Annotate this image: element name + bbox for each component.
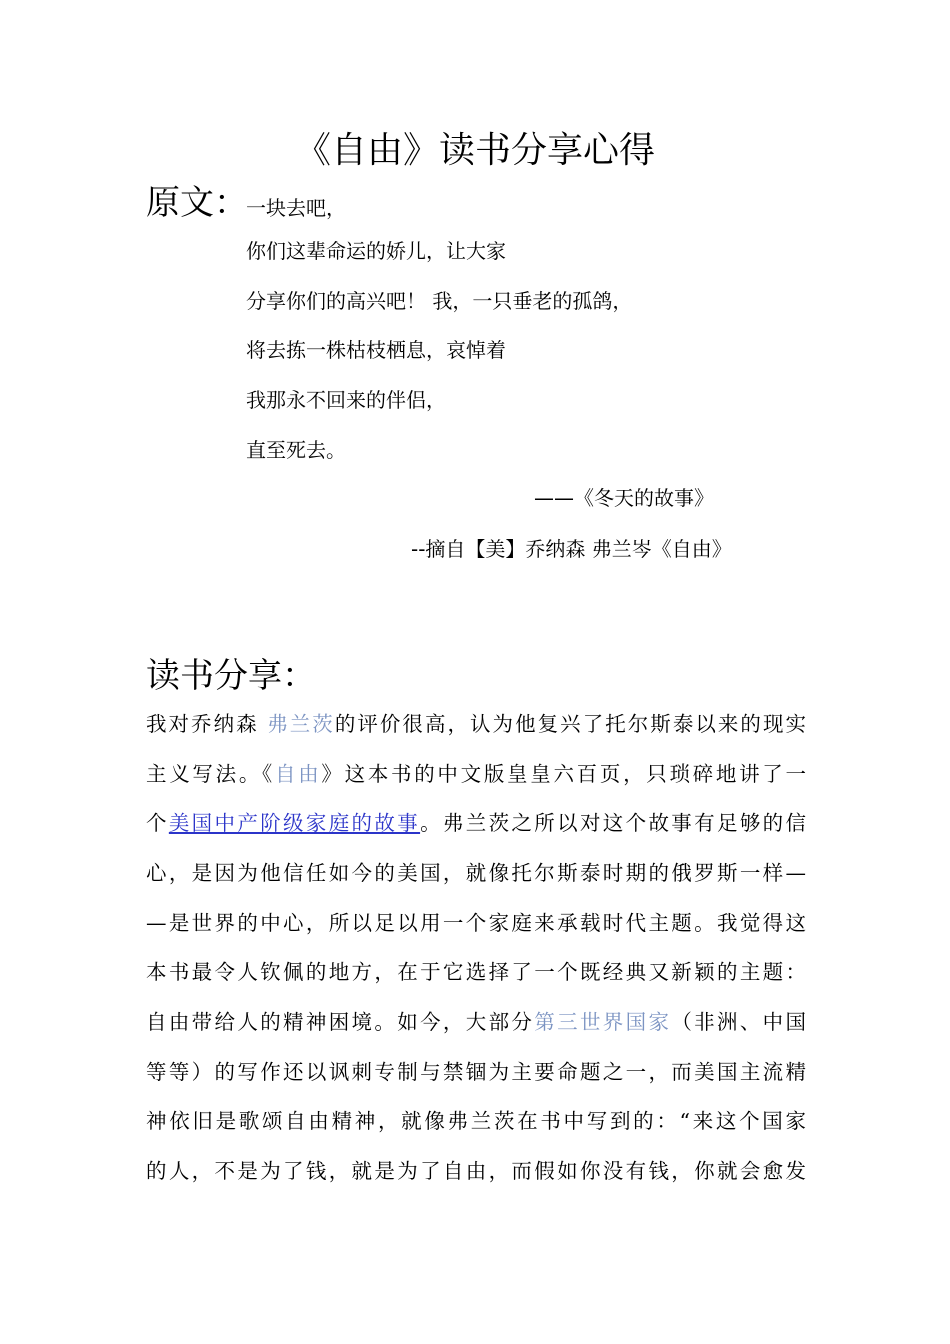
- essay-text: 。弗兰茨之所以对这个故事有足够的信: [420, 811, 807, 835]
- third-world-link[interactable]: 第三世界国家: [534, 1010, 672, 1034]
- essay-text: 》这本书的中文版皇皇六百页，只琐碎地讲了一: [321, 762, 807, 786]
- essay-line: [146, 808, 806, 838]
- essay-text: 个: [146, 811, 169, 835]
- poem-source-story: ——《冬天的故事》: [534, 486, 714, 510]
- essay-line: 等等）的写作还以讽刺专制与禁锢为主要命题之一，而美国主流精: [146, 1060, 806, 1084]
- essay-line: [146, 1007, 806, 1037]
- essay-line: 神依旧是歌颂自由精神，就像弗兰茨在书中写到的：“来这个国家: [146, 1109, 806, 1133]
- author-link[interactable]: 弗兰茨: [267, 712, 335, 736]
- poem-line: 我那永不回来的伴侣，: [246, 388, 446, 412]
- essay-line: 本书最令人钦佩的地方，在于它选择了一个既经典又新颖的主题：: [146, 960, 806, 984]
- essay-text: （非洲、中国: [671, 1010, 807, 1034]
- essay-line: [146, 709, 806, 739]
- poem-line: 分享你们的高兴吧！ 我，一只垂老的孤鸽，: [246, 289, 633, 313]
- reading-share-heading: 读书分享：: [146, 656, 316, 696]
- poem-source-book: --摘自【美】乔纳森 弗兰岑《自由》: [411, 537, 732, 561]
- essay-line: —是世界的中心，所以足以用一个家庭来承载时代主题。我觉得这: [146, 911, 806, 935]
- poem-line: 一块去吧，: [246, 196, 346, 220]
- essay-text: 主义写法。《: [146, 762, 275, 786]
- essay-text: 自由带给人的精神困境。如今，大部分: [146, 1010, 535, 1034]
- page-title: 《自由》读书分享心得: [294, 130, 655, 171]
- essay-line: 心，是因为他信任如今的美国，就像托尔斯泰时期的俄罗斯一样—: [146, 861, 806, 885]
- essay-line: [146, 759, 806, 789]
- poem-line: 你们这辈命运的娇儿，让大家: [246, 239, 506, 263]
- poem-line: 直至死去。: [246, 438, 346, 462]
- poem-line: 将去拣一株枯枝栖息，哀悼着: [246, 338, 506, 362]
- essay-text: 的评价很高，认为他复兴了托尔斯泰以来的现实: [334, 712, 806, 736]
- original-text-heading: 原文：: [146, 183, 248, 223]
- essay-line: 的人，不是为了钱，就是为了自由，而假如你没有钱，你就会愈发: [146, 1159, 806, 1183]
- essay-text: 我对乔纳森: [146, 712, 268, 736]
- family-story-link[interactable]: 美国中产阶级家庭的故事: [168, 811, 421, 835]
- book-link[interactable]: 自由: [274, 762, 322, 786]
